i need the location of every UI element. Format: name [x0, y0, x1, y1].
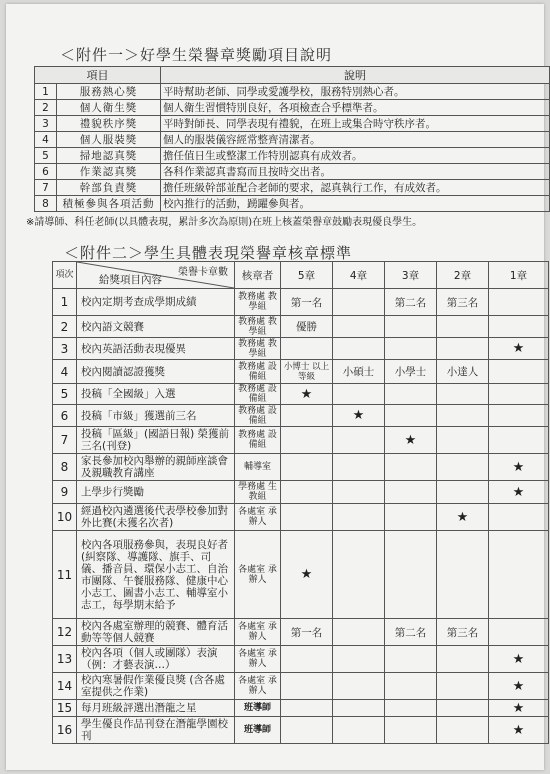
stamper: 輔導室 — [235, 454, 281, 481]
stamps-1 — [489, 316, 549, 338]
stamps-5: 第一名 — [281, 289, 333, 316]
annex1-header-row — [35, 67, 550, 84]
award-item: 校內定期考查成學期成績 — [77, 289, 235, 316]
annex2-header-diagonal — [77, 262, 235, 289]
annex2-header-2: 2章 — [437, 262, 489, 289]
award-item: 投稿「市級」獲選前三名 — [77, 405, 235, 427]
stamps-3 — [385, 700, 437, 717]
award-item: 校內英語活動表現優異 — [77, 338, 235, 360]
stamper: 各處室 承辦人 — [235, 619, 281, 646]
stamps-1: ★ — [489, 700, 549, 717]
stamps-4 — [333, 316, 385, 338]
stamps-2 — [437, 646, 489, 673]
stamper: 教務處 設備組 — [235, 427, 281, 454]
stamps-5: 第一名 — [281, 619, 333, 646]
stamps-3 — [385, 673, 437, 700]
table-row — [53, 384, 549, 405]
stamper: 教務處 設備組 — [235, 360, 281, 384]
row-number: 2 — [35, 100, 57, 116]
stamps-5 — [281, 481, 333, 504]
table-row — [35, 116, 550, 132]
award-description: 各科作業認真書寫而且按時交出者。 — [161, 164, 550, 180]
stamps-2 — [437, 384, 489, 405]
award-description: 擔任班級幹部並配合老師的要求，認真執行工作，有成效者。 — [161, 180, 550, 196]
annex2-header-3: 3章 — [385, 262, 437, 289]
stamps-2 — [437, 338, 489, 360]
table-row — [35, 164, 550, 180]
stamps-4 — [333, 673, 385, 700]
stamper: 班導師 — [235, 700, 281, 717]
award-item: 掃地認真獎 — [57, 148, 161, 164]
stamps-1: ★ — [489, 646, 549, 673]
table-row — [53, 646, 549, 673]
stamps-4 — [333, 619, 385, 646]
award-item: 積極參與各項活動 — [57, 196, 161, 212]
award-item: 服務熱心獎 — [57, 84, 161, 100]
award-item: 校內語文競賽 — [77, 316, 235, 338]
stamps-1: ★ — [489, 481, 549, 504]
stamps-4 — [333, 481, 385, 504]
stamps-4 — [333, 289, 385, 316]
table-row — [35, 84, 550, 100]
table-row — [53, 454, 549, 481]
stamper: 教務處 教學組 — [235, 338, 281, 360]
stamper: 學務處 生教組 — [235, 481, 281, 504]
row-number: 12 — [53, 619, 77, 646]
stamps-2: 小達人 — [437, 360, 489, 384]
stamps-5 — [281, 427, 333, 454]
stamps-5 — [281, 717, 333, 744]
stamps-1 — [489, 504, 549, 531]
award-item: 禮貌秩序獎 — [57, 116, 161, 132]
stamps-3 — [385, 384, 437, 405]
award-description: 平時幫助老師、同學或愛護學校，服務特別熱心者。 — [161, 84, 550, 100]
stamps-5: ★ — [281, 531, 333, 619]
stamps-3: 第二名 — [385, 619, 437, 646]
stamps-2 — [437, 531, 489, 619]
stamps-3 — [385, 717, 437, 744]
table-row — [53, 316, 549, 338]
stamps-5 — [281, 504, 333, 531]
stamps-1 — [489, 531, 549, 619]
row-number: 13 — [53, 646, 77, 673]
stamps-2 — [437, 454, 489, 481]
row-number: 5 — [35, 148, 57, 164]
award-item: 投稿「區級」(國語日報) 榮獲前三名(刊登) — [77, 427, 235, 454]
stamps-1 — [489, 289, 549, 316]
stamps-2 — [437, 673, 489, 700]
table-row — [35, 180, 550, 196]
row-number: 11 — [53, 531, 77, 619]
row-number: 16 — [53, 717, 77, 744]
row-number: 7 — [53, 427, 77, 454]
award-description: 擔任值日生或整潔工作特別認真有成效者。 — [161, 148, 550, 164]
annex1-header-desc: 說明 — [161, 67, 550, 84]
stamps-4 — [333, 384, 385, 405]
stamps-4 — [333, 504, 385, 531]
table-row — [53, 405, 549, 427]
award-item: 上學步行獎勵 — [77, 481, 235, 504]
row-number: 1 — [53, 289, 77, 316]
award-item: 作業認真獎 — [57, 164, 161, 180]
award-item: 經過校內遴選後代表學校參加對外比賽(未獲名次者) — [77, 504, 235, 531]
stamper: 班導師 — [235, 717, 281, 744]
stamps-1: ★ — [489, 717, 549, 744]
stamps-3 — [385, 316, 437, 338]
table-row — [53, 619, 549, 646]
stamps-1: ★ — [489, 673, 549, 700]
stamper: 教務處 設備組 — [235, 405, 281, 427]
row-number: 1 — [35, 84, 57, 100]
row-number: 14 — [53, 673, 77, 700]
table-row — [53, 289, 549, 316]
stamper: 各處室 承辦人 — [235, 673, 281, 700]
stamper: 各處室 承辦人 — [235, 646, 281, 673]
row-number: 10 — [53, 504, 77, 531]
row-number: 6 — [53, 405, 77, 427]
stamps-5: 小博士 以上等級 — [281, 360, 333, 384]
table-row — [35, 100, 550, 116]
annex2-header-row — [53, 262, 549, 289]
annex2-header-4: 4章 — [333, 262, 385, 289]
annex2-header-1: 1章 — [489, 262, 549, 289]
stamps-3 — [385, 454, 437, 481]
stamps-4 — [333, 531, 385, 619]
annex2-table — [52, 261, 549, 744]
stamper: 教務處 設備組 — [235, 384, 281, 405]
table-row — [53, 717, 549, 744]
stamps-2: 第三名 — [437, 619, 489, 646]
stamps-4 — [333, 338, 385, 360]
stamps-4 — [333, 646, 385, 673]
award-item: 校內閱讀認證獲獎 — [77, 360, 235, 384]
table-row — [53, 360, 549, 384]
row-number: 8 — [53, 454, 77, 481]
award-description: 個人的服裝儀容經常整齊清潔者。 — [161, 132, 550, 148]
award-item: 校內寒暑假作業優良獎 (含各處室提供之作業) — [77, 673, 235, 700]
annex1-table — [34, 66, 550, 212]
row-number: 3 — [35, 116, 57, 132]
stamps-3 — [385, 338, 437, 360]
stamps-2 — [437, 316, 489, 338]
stamps-3 — [385, 405, 437, 427]
table-row — [53, 504, 549, 531]
stamps-1 — [489, 619, 549, 646]
award-item: 每月班級評選出潛龍之星 — [77, 700, 235, 717]
stamps-2 — [437, 427, 489, 454]
table-row — [53, 481, 549, 504]
row-number: 5 — [53, 384, 77, 405]
award-item: 幹部負責獎 — [57, 180, 161, 196]
stamps-1 — [489, 360, 549, 384]
table-row — [35, 148, 550, 164]
stamper: 教務處 教學組 — [235, 289, 281, 316]
stamps-4 — [333, 427, 385, 454]
stamps-4 — [333, 717, 385, 744]
stamps-3: ★ — [385, 427, 437, 454]
stamps-2 — [437, 700, 489, 717]
stamps-5 — [281, 338, 333, 360]
stamps-5: 優勝 — [281, 316, 333, 338]
annex1-title: ＜附件一＞好學生榮譽章獎勵項目說明 — [60, 46, 333, 64]
table-row — [35, 132, 550, 148]
row-number: 3 — [53, 338, 77, 360]
stamps-3: 小學士 — [385, 360, 437, 384]
stamps-3 — [385, 531, 437, 619]
stamps-5 — [281, 673, 333, 700]
award-item: 個人服裝獎 — [57, 132, 161, 148]
stamps-1 — [489, 384, 549, 405]
stamps-4 — [333, 700, 385, 717]
row-number: 7 — [35, 180, 57, 196]
stamps-2 — [437, 717, 489, 744]
award-item: 個人衛生獎 — [57, 100, 161, 116]
award-item: 學生優良作品刊登在潛龍學園校刊 — [77, 717, 235, 744]
table-row — [35, 196, 550, 212]
annex2-header-stamps: 榮譽卡章數 — [178, 267, 228, 278]
stamps-5 — [281, 646, 333, 673]
row-number: 15 — [53, 700, 77, 717]
stamps-5 — [281, 454, 333, 481]
table-row — [53, 427, 549, 454]
stamps-2 — [437, 481, 489, 504]
award-item: 校內各處室辦理的競賽、體育活動等等個人競賽 — [77, 619, 235, 646]
stamps-1: ★ — [489, 454, 549, 481]
stamper: 教務處 教學組 — [235, 316, 281, 338]
award-description: 校內推行的活動，踴躍參與者。 — [161, 196, 550, 212]
row-number: 4 — [35, 132, 57, 148]
document-page — [6, 4, 544, 770]
row-number: 4 — [53, 360, 77, 384]
stamps-4 — [333, 454, 385, 481]
table-row — [53, 673, 549, 700]
annex1-header-item: 項目 — [35, 67, 161, 84]
row-number: 6 — [35, 164, 57, 180]
stamps-3 — [385, 646, 437, 673]
annex2-header-no: 項次 — [53, 262, 77, 289]
award-description: 平時對師長、同學表現有禮貌，在班上或集合時守秩序者。 — [161, 116, 550, 132]
table-row — [53, 531, 549, 619]
stamper: 各處室 承辦人 — [235, 504, 281, 531]
stamps-2: ★ — [437, 504, 489, 531]
stamps-2: 第三名 — [437, 289, 489, 316]
annex2-header-item: 給獎項目內容 — [99, 274, 162, 286]
award-item: 校內各項服務參與，表現良好者(糾察隊、導護隊、旗手、司儀、播音員、環保小志工、自治市團隊、午餐服務隊、健康中心小志工、圖書小志工、輔導室小志工，每學期末給予 — [77, 531, 235, 619]
stamps-5 — [281, 405, 333, 427]
stamps-5 — [281, 700, 333, 717]
stamps-4: 小碩士 — [333, 360, 385, 384]
stamps-2 — [437, 405, 489, 427]
table-row — [53, 700, 549, 717]
stamps-3 — [385, 504, 437, 531]
award-item: 校內各項（個人或團隊）表演（例：才藝表演…） — [77, 646, 235, 673]
stamper: 各處室 承辦人 — [235, 531, 281, 619]
stamps-5: ★ — [281, 384, 333, 405]
annex2-header-stamper: 核章者 — [235, 262, 281, 289]
annex2-title: ＜附件二＞學生具體表現榮譽章核章標準 — [64, 244, 353, 262]
annex2-header-5: 5章 — [281, 262, 333, 289]
stamps-1: ★ — [489, 338, 549, 360]
stamps-1 — [489, 427, 549, 454]
row-number: 9 — [53, 481, 77, 504]
row-number: 2 — [53, 316, 77, 338]
award-item: 投稿「全國級」入選 — [77, 384, 235, 405]
stamps-3 — [385, 481, 437, 504]
row-number: 8 — [35, 196, 57, 212]
stamps-1 — [489, 405, 549, 427]
award-description: 個人衛生習慣特別良好，各項檢查合乎標準者。 — [161, 100, 550, 116]
table-row — [53, 338, 549, 360]
stamps-3: 第二名 — [385, 289, 437, 316]
annex1-note: ※請導師、科任老師(以具體表現，累計多次為原則)在班上核蓋榮譽章鼓勵表現優良學生。 — [26, 217, 423, 228]
stamps-4: ★ — [333, 405, 385, 427]
award-item: 家長參加校內舉辦的親師座談會及親職教育講座 — [77, 454, 235, 481]
